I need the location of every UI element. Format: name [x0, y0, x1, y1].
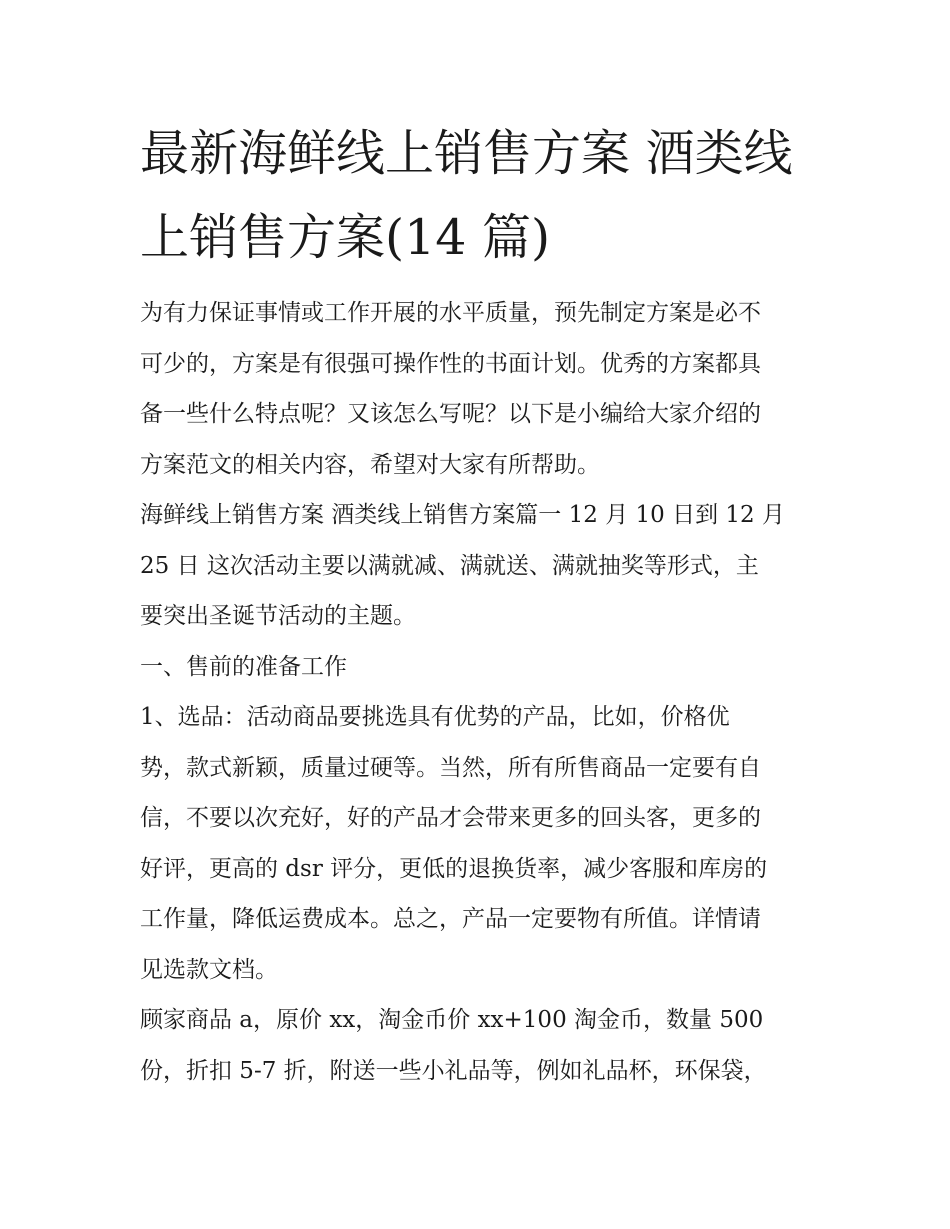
text-line: 见选款文档。: [140, 956, 278, 983]
text-line: 25 日 这次活动主要以满就减、满就送、满就抽奖等形式，主: [140, 552, 759, 579]
text-line: 份，折扣 5-7 折，附送一些小礼品等，例如礼品杯，环保袋，: [140, 1057, 767, 1084]
text-line: 可少的，方案是有很强可操作性的书面计划。优秀的方案都具: [140, 350, 761, 377]
text-line: 好评，更高的 dsr 评分，更低的退换货率，减少客服和库房的: [140, 855, 768, 882]
text-line: 备一些什么特点呢？又该怎么写呢？以下是小编给大家介绍的: [140, 401, 761, 427]
title-line-2: 上销售方案(14 篇): [140, 209, 551, 266]
text-line: 1、选品：活动商品要挑选具有优势的产品，比如，价格优: [140, 704, 730, 730]
document-page: [140, 112, 820, 1096]
text-line: 顾家商品 a，原价 xx，淘金币价 xx+100 淘金币，数量 500: [140, 1007, 764, 1033]
text-line: 要突出圣诞节活动的主题。: [140, 603, 416, 629]
document-title: [140, 112, 820, 280]
intro-paragraph: [140, 288, 820, 490]
section-intro-paragraph: [140, 490, 820, 642]
text-line: 方案范文的相关内容，希望对大家有所帮助。: [140, 451, 600, 478]
text-line: 工作量，降低运费成本。总之，产品一定要物有所值。详情请: [140, 906, 761, 932]
title-line-1: 最新海鲜线上销售方案 酒类线: [140, 125, 793, 182]
text-line: 势，款式新颖，质量过硬等。当然，所有所售商品一定要有自: [140, 754, 761, 781]
section-heading: [140, 642, 820, 693]
text-line: 信，不要以次充好，好的产品才会带来更多的回头客，更多的: [140, 805, 761, 831]
text-line: 为有力保证事情或工作开展的水平质量，预先制定方案是必不: [140, 300, 761, 326]
text-line: 一、售前的准备工作: [140, 653, 347, 680]
text-line: 海鲜线上销售方案 酒类线上销售方案篇一 12 月 10 日到 12 月: [140, 502, 785, 528]
product-a-paragraph: [140, 995, 820, 1096]
product-selection-paragraph: [140, 692, 820, 995]
